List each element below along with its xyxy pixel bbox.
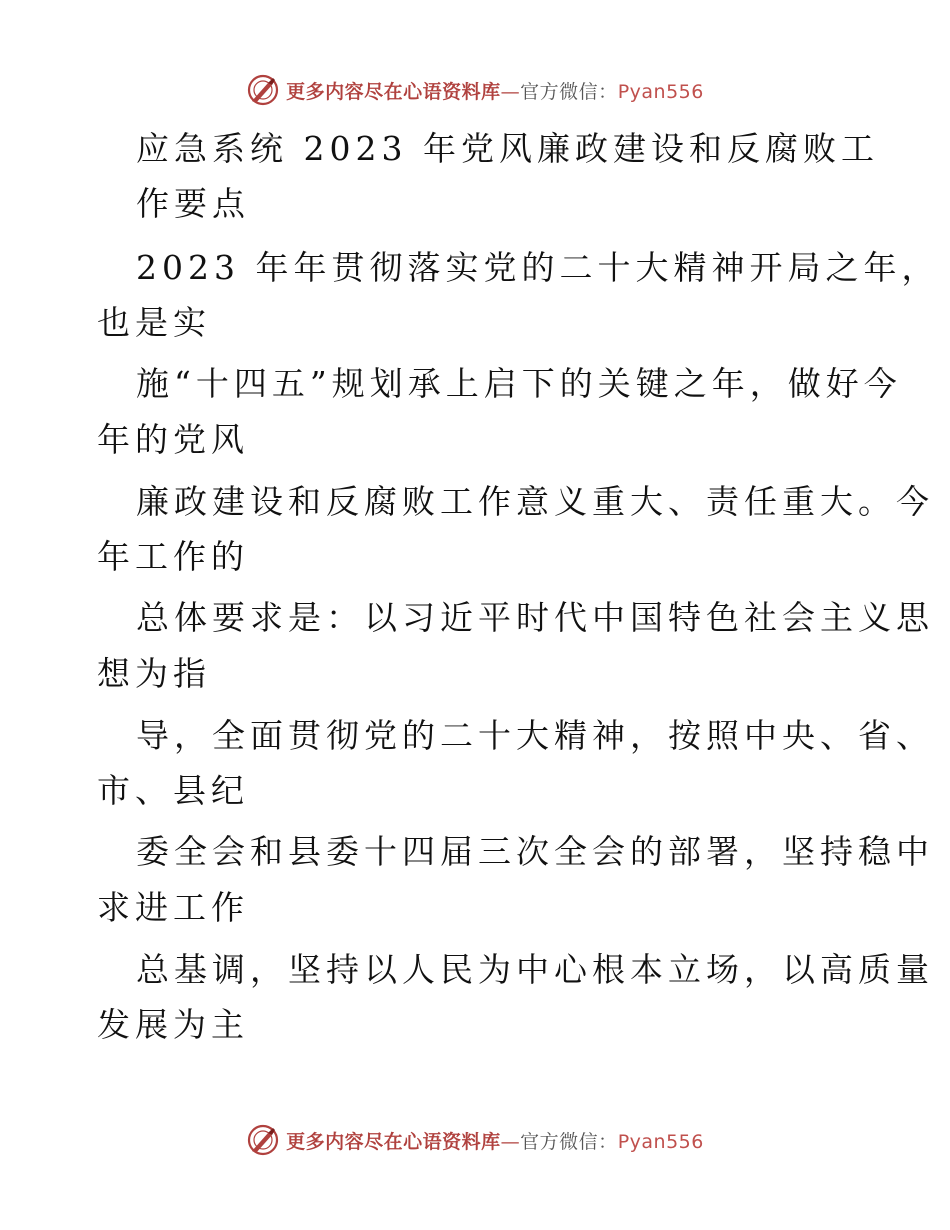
footer-site-name: 更多内容尽在心语资料库 [286, 1130, 501, 1153]
doc-title-line-2: 作要点 [136, 184, 250, 223]
header-site-name: 更多内容尽在心语资料库 [286, 80, 501, 103]
header-wechat-label: 官方微信： [520, 80, 618, 103]
doc-paragraph-line: 年的党风 [97, 420, 249, 459]
red-pen-logo-icon [246, 1123, 280, 1157]
footer-watermark [0, 1120, 950, 1160]
doc-paragraph-line: 想为指 [97, 654, 211, 693]
doc-paragraph-line: 市、县纪 [97, 771, 249, 810]
doc-paragraph-line: 总基调，坚持以人民为中心根本立场，以高质量 [136, 950, 934, 989]
doc-paragraph-line: 发展为主 [97, 1005, 249, 1044]
doc-paragraph-line: 总体要求是：以习近平时代中国特色社会主义思 [136, 598, 934, 637]
header-watermark-text [286, 77, 704, 104]
doc-paragraph-line: 年工作的 [97, 537, 249, 576]
footer-wechat-id: Pyan556 [617, 1130, 704, 1153]
footer-watermark-text [286, 1127, 704, 1154]
header-watermark [0, 70, 950, 110]
doc-title-line-1: 应急系统 2023 年党风廉政建设和反腐败工 [136, 129, 879, 168]
header-wechat-id: Pyan556 [617, 80, 704, 103]
doc-paragraph-line: 施“十四五”规划承上启下的关键之年，做好今 [136, 364, 902, 403]
doc-paragraph-line: 2023 年年贯彻落实党的二十大精神开局之年， [136, 248, 940, 287]
doc-paragraph-line: 导，全面贯彻党的二十大精神，按照中央、省、 [136, 716, 934, 755]
doc-paragraph-line: 廉政建设和反腐败工作意义重大、责任重大。今 [136, 482, 934, 521]
doc-paragraph-line: 求进工作 [97, 888, 249, 927]
header-dash: — [500, 80, 521, 103]
red-pen-logo-icon [246, 73, 280, 107]
footer-wechat-label: 官方微信： [520, 1130, 618, 1153]
footer-dash: — [500, 1130, 521, 1153]
doc-paragraph-line: 也是实 [97, 303, 211, 342]
doc-paragraph-line: 委全会和县委十四届三次全会的部署，坚持稳中 [136, 832, 934, 871]
